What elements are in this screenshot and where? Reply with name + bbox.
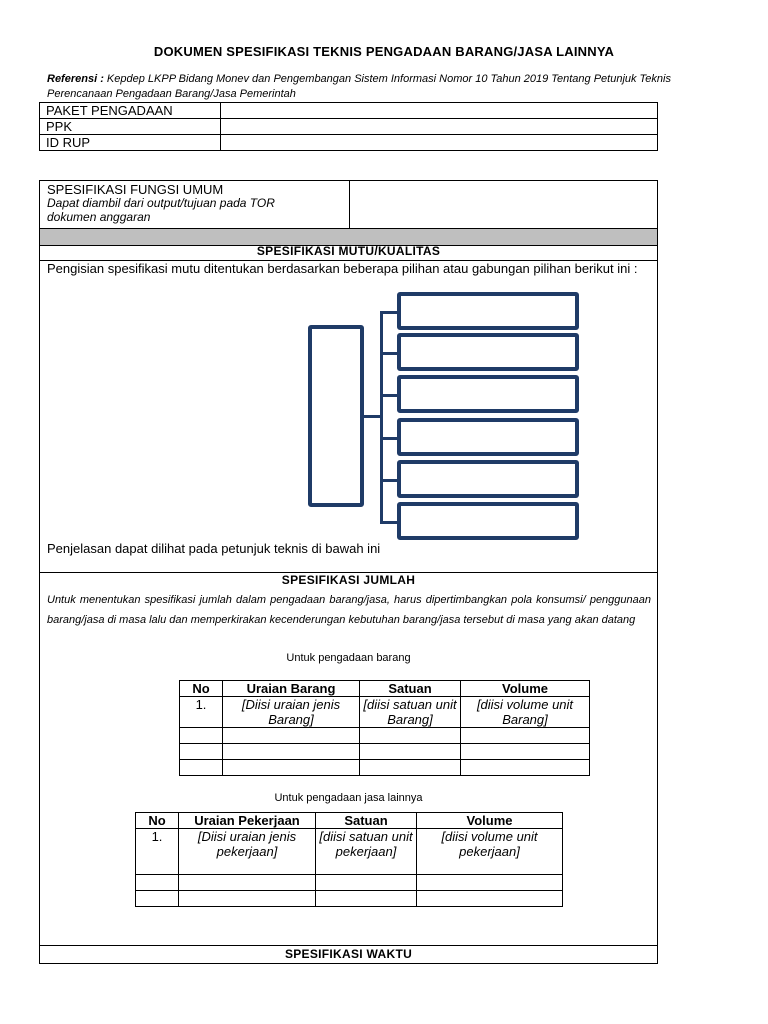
diagram-option-box bbox=[397, 460, 579, 498]
fungsi-umum-note: Dapat diambil dari output/tujuan pada TOR dokumen anggaran bbox=[47, 196, 275, 224]
barang-table bbox=[179, 680, 590, 776]
id-rup-label: ID RUP bbox=[40, 135, 221, 151]
table-header-row bbox=[180, 681, 590, 697]
table-row bbox=[40, 103, 658, 119]
diagram-connector bbox=[380, 394, 398, 397]
column-divider bbox=[349, 181, 350, 228]
package-info-table bbox=[39, 102, 658, 151]
paket-pengadaan-value bbox=[221, 103, 658, 119]
table-cell: [diisi volume unit pekerjaan] bbox=[417, 829, 563, 875]
diagram-connector bbox=[380, 437, 398, 440]
table-cell: 1. bbox=[180, 697, 223, 728]
table-header-row bbox=[136, 813, 563, 829]
column-header: Volume bbox=[417, 813, 563, 829]
diagram-option-box bbox=[397, 333, 579, 371]
barang-table-caption: Untuk pengadaan barang bbox=[286, 652, 411, 664]
column-header: Satuan bbox=[316, 813, 417, 829]
paket-pengadaan-label: PAKET PENGADAAN bbox=[40, 103, 221, 119]
table-cell: [diisi volume unit Barang] bbox=[461, 697, 590, 728]
fungsi-umum-title: SPESIFIKASI FUNGSI UMUM bbox=[47, 182, 224, 197]
table-row bbox=[40, 119, 658, 135]
column-header: Volume bbox=[461, 681, 590, 697]
waktu-section-title: SPESIFIKASI WAKTU bbox=[284, 947, 413, 961]
column-header: No bbox=[136, 813, 179, 829]
column-header: Satuan bbox=[360, 681, 461, 697]
reference-text: Kepdep LKPP Bidang Monev dan Pengembangan Sistem Informasi Nomor 10 Tahun 2019 Tentang Petunjuk Teknis Perencanaan Pengadaan Barang/Jasa Pemerintah bbox=[47, 73, 671, 100]
table-cell: [Diisi uraian jenis pekerjaan] bbox=[179, 829, 316, 875]
table-row bbox=[136, 891, 563, 907]
table-row bbox=[180, 760, 590, 776]
table-cell: [Diisi uraian jenis Barang] bbox=[223, 697, 360, 728]
table-row bbox=[180, 744, 590, 760]
table-row bbox=[136, 829, 563, 875]
ppk-value bbox=[221, 119, 658, 135]
mutu-intro: Pengisian spesifikasi mutu ditentukan berdasarkan beberapa pilihan atau gabungan pilihan berikut ini : bbox=[47, 261, 638, 276]
table-row bbox=[40, 135, 658, 151]
jumlah-intro: Untuk menentukan spesifikasi jumlah dalam pengadaan barang/jasa, harus dipertimbangkan pola konsumsi/ penggunaan barang/jasa di masa lalu dan memperkirakan kecenderungan kebutuhan barang/jasa tersebut di masa yang akan datang bbox=[47, 594, 651, 626]
table-cell: 1. bbox=[136, 829, 179, 875]
table-row bbox=[136, 875, 563, 891]
reference-label: Referensi : bbox=[47, 73, 104, 85]
column-header: No bbox=[180, 681, 223, 697]
diagram-connector bbox=[380, 311, 383, 523]
diagram-connector bbox=[380, 352, 398, 355]
table-cell: [diisi satuan unit Barang] bbox=[360, 697, 461, 728]
diagram-connector bbox=[380, 521, 398, 524]
table-row bbox=[180, 697, 590, 728]
diagram-option-box bbox=[397, 375, 579, 413]
ppk-label: PPK bbox=[40, 119, 221, 135]
divider bbox=[40, 945, 657, 946]
reference-note bbox=[47, 72, 727, 102]
id-rup-value bbox=[221, 135, 658, 151]
diagram-connector bbox=[380, 311, 398, 314]
mutu-footer: Penjelasan dapat dilihat pada petunjuk teknis di bawah ini bbox=[47, 541, 381, 556]
mutu-section-title: SPESIFIKASI MUTU/KUALITAS bbox=[256, 244, 441, 258]
column-header: Uraian Pekerjaan bbox=[179, 813, 316, 829]
jasa-table bbox=[135, 812, 563, 907]
diagram-connector bbox=[380, 479, 398, 482]
table-cell: [diisi satuan unit pekerjaan] bbox=[316, 829, 417, 875]
specification-box bbox=[39, 180, 658, 964]
diagram-option-box bbox=[397, 292, 579, 330]
diagram-option-box bbox=[397, 418, 579, 456]
table-row bbox=[180, 728, 590, 744]
jasa-table-caption: Untuk pengadaan jasa lainnya bbox=[274, 792, 423, 804]
document-title: DOKUMEN SPESIFIKASI TEKNIS PENGADAAN BARANG/JASA LAINNYA bbox=[153, 44, 615, 59]
column-header: Uraian Barang bbox=[223, 681, 360, 697]
diagram-option-box bbox=[397, 502, 579, 540]
diagram-root-box bbox=[308, 325, 364, 507]
jumlah-section-title: SPESIFIKASI JUMLAH bbox=[281, 573, 416, 587]
